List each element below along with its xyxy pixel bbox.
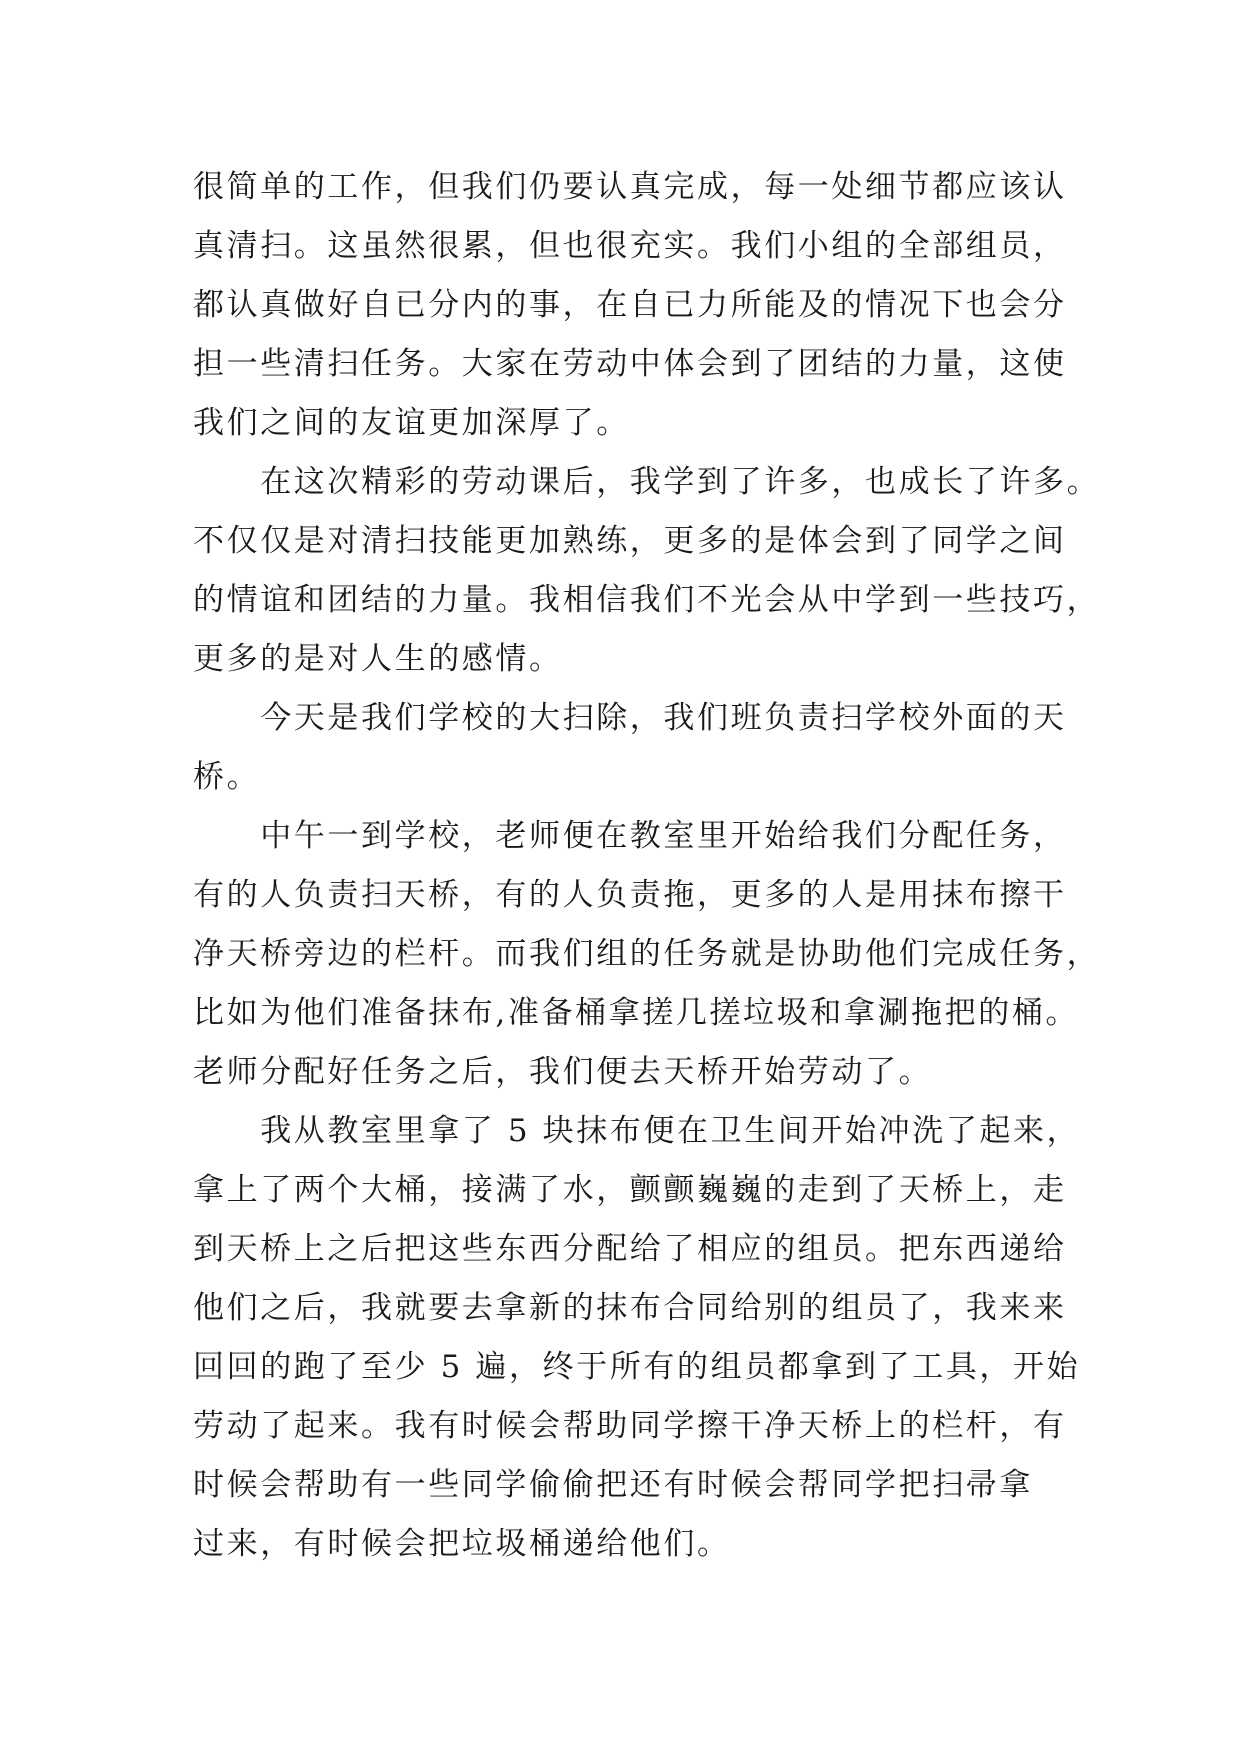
body-text — [193, 158, 1101, 1574]
text-line: 时候会帮助有一些同学偷偷把还有时候会帮同学把扫帚拿 — [193, 1467, 1033, 1503]
text-line: 今天是我们学校的大扫除，我们班负责扫学校外面的天 — [193, 700, 1067, 736]
text-line: 桥。 — [193, 759, 261, 795]
text-line: 过来，有时候会把垃圾桶递给他们。 — [193, 1526, 731, 1562]
text-line: 到天桥上之后把这些东西分配给了相应的组员。把东西递给 — [193, 1231, 1067, 1267]
text-line: 回回的跑了至少 5 遍，终于所有的组员都拿到了工具，开始 — [193, 1349, 1081, 1385]
text-line: 他们之后，我就要去拿新的抹布合同给别的组员了，我来来 — [193, 1290, 1067, 1326]
text-line: 担一些清扫任务。大家在劳动中体会到了团结的力量，这使 — [193, 346, 1067, 382]
text-line: 老师分配好任务之后，我们便去天桥开始劳动了。 — [193, 1054, 933, 1090]
text-line: 中午一到学校，老师便在教室里开始给我们分配任务， — [193, 818, 1067, 854]
text-line: 净天桥旁边的栏杆。而我们组的任务就是协助他们完成任务， — [193, 936, 1101, 972]
text-line: 都认真做好自已分内的事，在自已力所能及的情况下也会分 — [193, 287, 1067, 323]
text-line: 很简单的工作，但我们仍要认真完成，每一处细节都应该认 — [193, 169, 1067, 205]
text-line: 比如为他们准备抹布,准备桶拿搓几搓垃圾和拿涮拖把的桶。 — [193, 995, 1080, 1031]
text-line: 的情谊和团结的力量。我相信我们不光会从中学到一些技巧， — [193, 582, 1101, 618]
text-line: 拿上了两个大桶，接满了水，颤颤巍巍的走到了天桥上，走 — [193, 1172, 1067, 1208]
text-line: 真清扫。这虽然很累，但也很充实。我们小组的全部组员， — [193, 228, 1067, 264]
text-line: 更多的是对人生的感情。 — [193, 641, 563, 677]
text-line: 不仅仅是对清扫技能更加熟练，更多的是体会到了同学之间 — [193, 523, 1067, 559]
text-line: 有的人负责扫天桥，有的人负责拖，更多的人是用抹布擦干 — [193, 877, 1067, 913]
text-line: 劳动了起来。我有时候会帮助同学擦干净天桥上的栏杆，有 — [193, 1408, 1067, 1444]
text-line: 在这次精彩的劳动课后，我学到了许多，也成长了许多。 — [193, 464, 1101, 500]
text-line: 我们之间的友谊更加深厚了。 — [193, 405, 630, 441]
text-line: 我从教室里拿了 5 块抹布便在卫生间开始冲洗了起来， — [193, 1113, 1081, 1149]
